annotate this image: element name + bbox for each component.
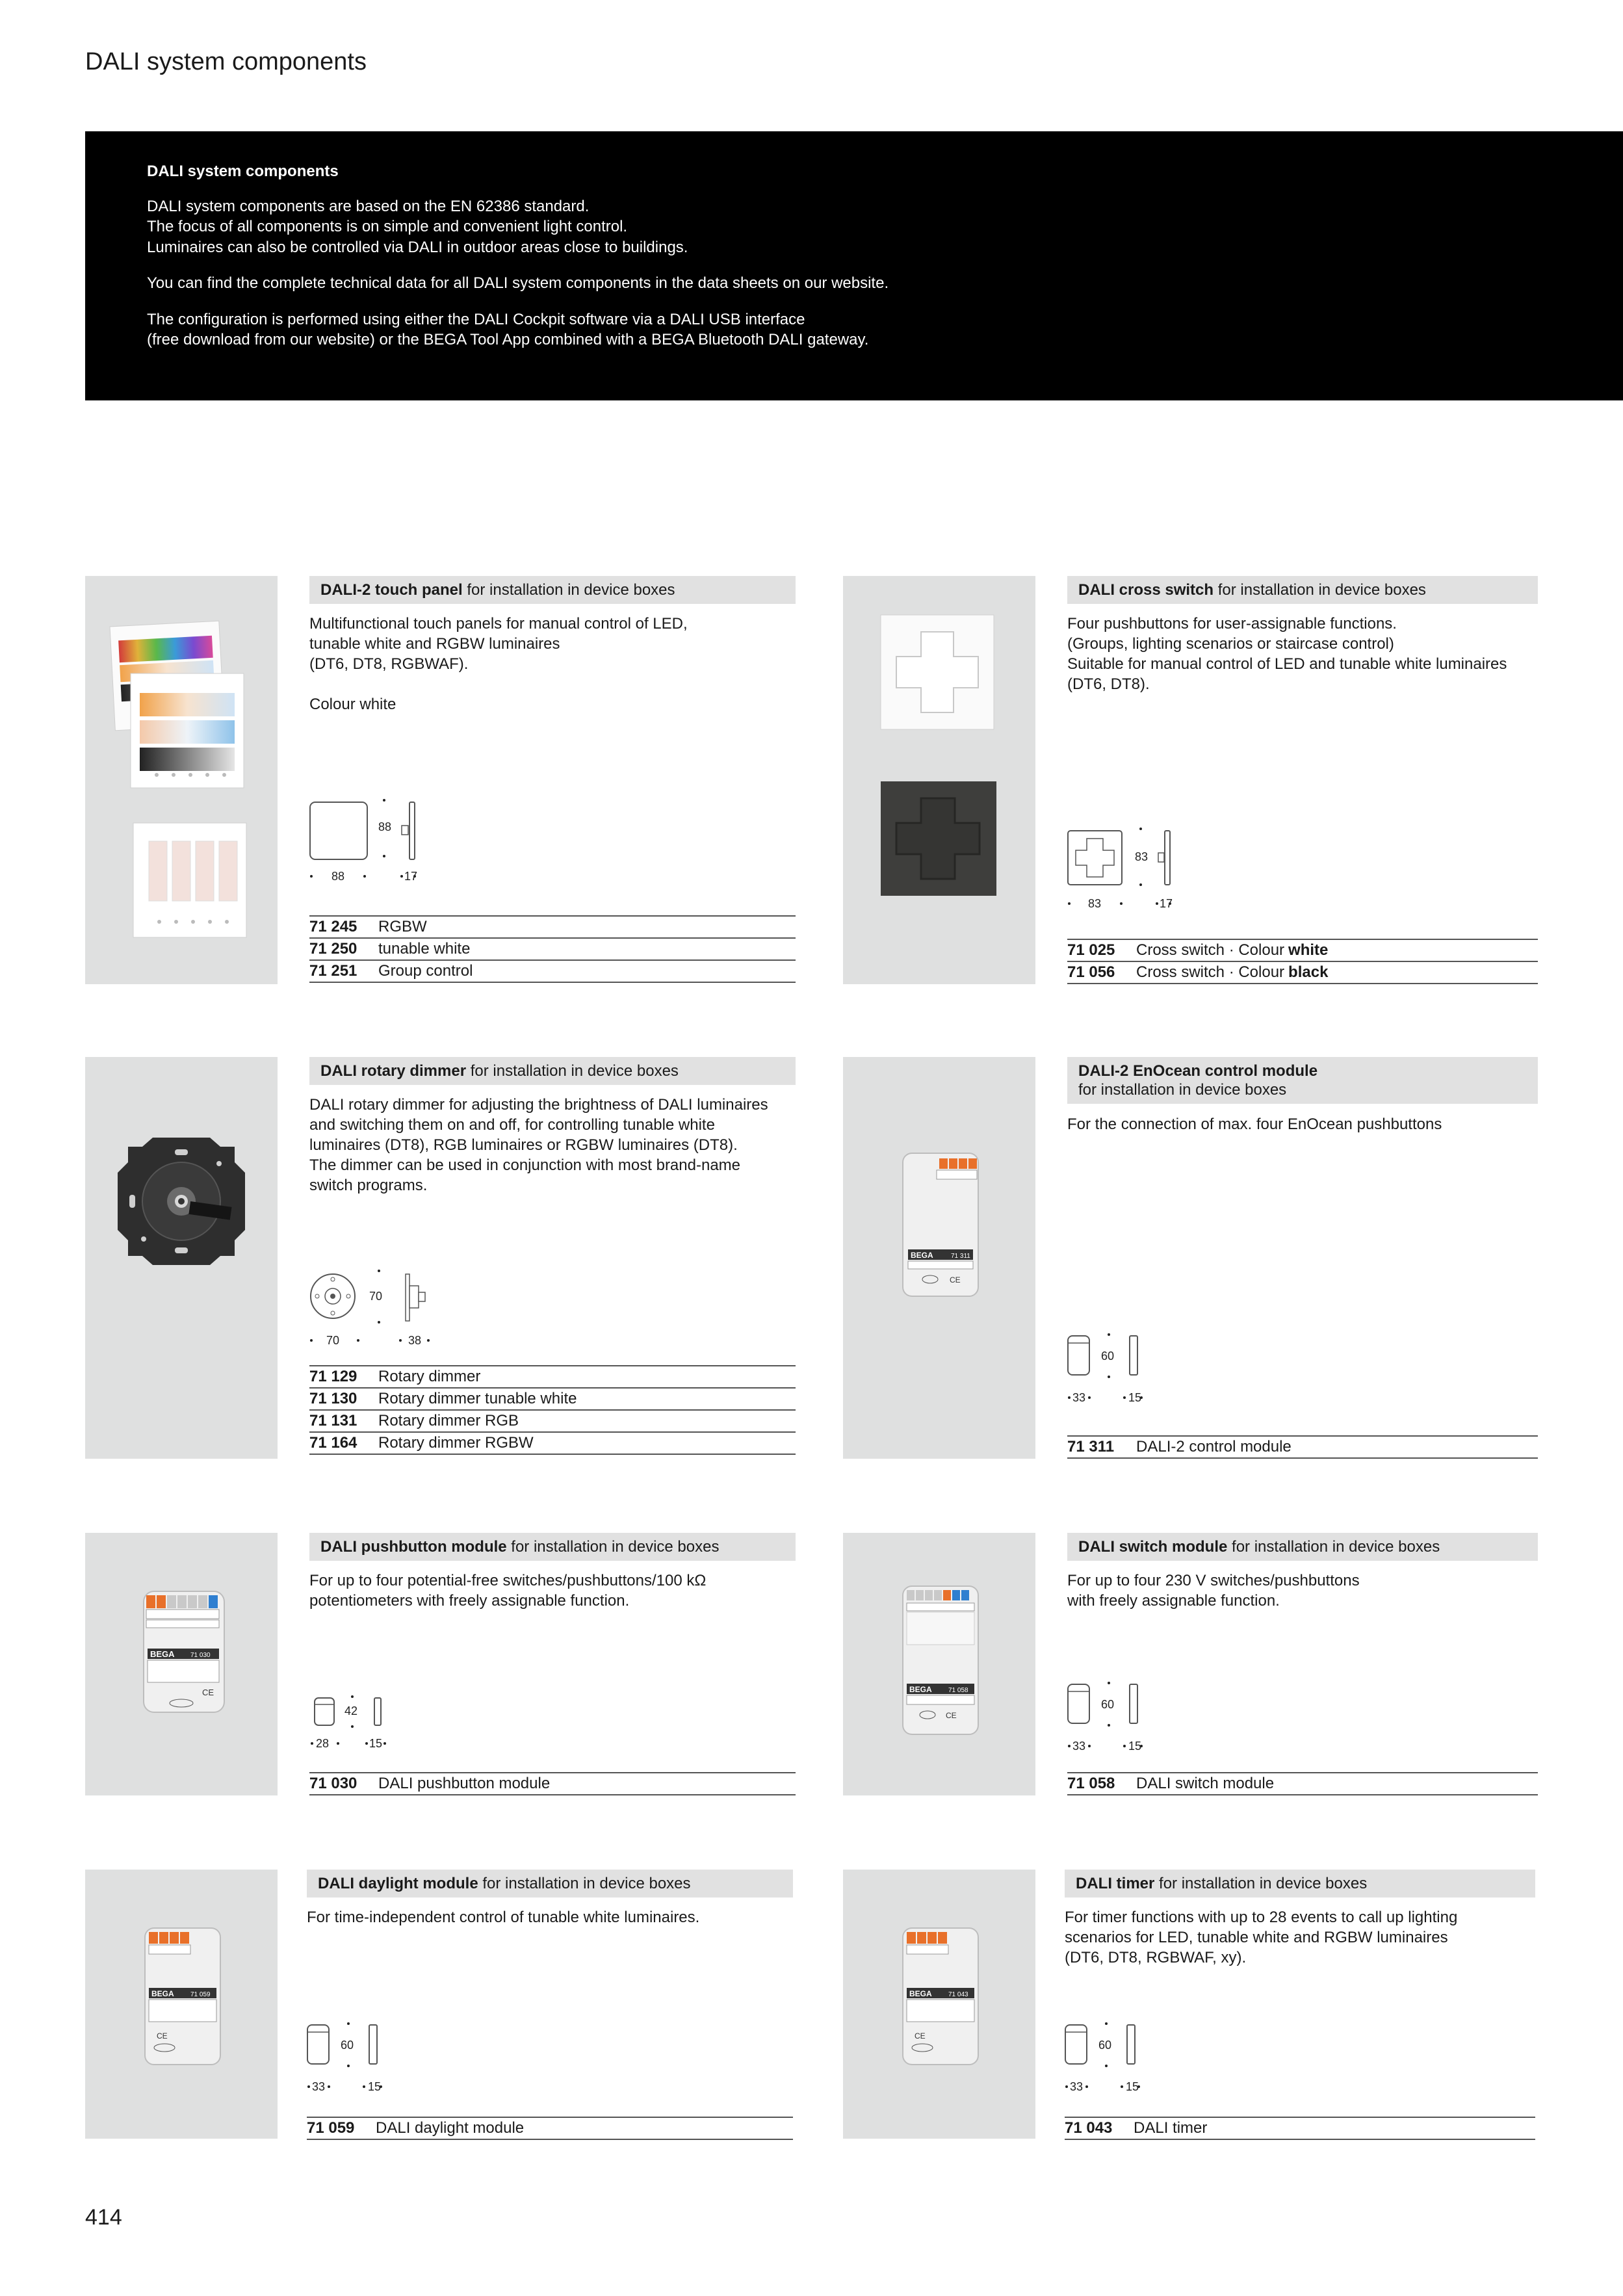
cross-switch-title: DALI cross switch for installation in device boxes [1067, 576, 1538, 604]
pushbutton-module-dimension-drawing [309, 1693, 504, 1758]
timer-module-image [843, 1870, 1035, 2139]
cross-switch-description: Four pushbuttons for user-assignable functions. (Groups, lighting scenarios or staircase control) Suitable for manual control of LED and tunable white luminaires (DT6, DT8). [1067, 615, 1507, 693]
enocean-dim-depth: 15 [1128, 1391, 1142, 1404]
enocean-code: 71 311 [951, 1253, 970, 1260]
rotary-dimmer-title: DALI rotary dimmer for installation in device boxes [309, 1057, 796, 1085]
pushbutton-module-image [85, 1533, 278, 1795]
switch-module-photo [903, 1586, 978, 1734]
switch-module-variant-list [1067, 1772, 1538, 1795]
cross-switch-black-image [881, 781, 996, 896]
enocean-module-dimension-drawing [1067, 1333, 1262, 1411]
daylight-dim-height: 60 [341, 2039, 354, 2052]
timer-dim-height: 60 [1098, 2039, 1112, 2052]
switch-code: 71 058 [948, 1687, 968, 1694]
pushbutton-module-variant-list [309, 1772, 796, 1795]
cross-switch-image [843, 576, 1035, 984]
switch-module-dimension-drawing [1067, 1681, 1262, 1759]
timer-dim-depth: 15 [1126, 2080, 1139, 2093]
rotary-dimmer-dim-width: 70 [326, 1334, 340, 1347]
switch-module-title: DALI switch module for installation in device boxes [1067, 1533, 1538, 1561]
table-row: 71 056 Cross switch · Colour black [1067, 962, 1538, 984]
daylight-ce: CE [157, 2031, 168, 2041]
pushbutton-module-description: For up to four potential-free switches/pushbuttons/100 kΩ potentiometers with freely assignable function. [309, 1572, 707, 1610]
switch-dim-height: 60 [1101, 1698, 1115, 1711]
enocean-module-photo [903, 1153, 978, 1296]
pushbutton-dim-depth: 15 [369, 1737, 383, 1750]
table-row: 71 164 Rotary dimmer RGBW [309, 1433, 796, 1455]
enocean-brand: BEGA [911, 1251, 933, 1260]
cross-switch-variant-list [1067, 939, 1538, 984]
switch-module-description: For up to four 230 V switches/pushbuttons with freely assignable function. [1067, 1572, 1360, 1610]
cross-switch-dim-height: 83 [1135, 850, 1149, 863]
cross-switch-dim-width: 83 [1088, 897, 1102, 910]
table-row: 71 059 DALI daylight module [307, 2118, 793, 2140]
timer-code: 71 043 [948, 1991, 968, 1998]
pushbutton-module-photo [144, 1591, 224, 1712]
page-title: DALI system components [85, 48, 367, 75]
timer-ce: CE [915, 2031, 926, 2041]
table-row: 71 130 Rotary dimmer tunable white [309, 1389, 796, 1411]
rotary-dimmer-photo [118, 1138, 245, 1265]
switch-ce: CE [946, 1711, 957, 1720]
timer-dim-width: 33 [1070, 2080, 1084, 2093]
enocean-ce: CE [950, 1275, 961, 1285]
daylight-module-photo [145, 1928, 220, 2065]
touch-panel-image [85, 576, 278, 984]
cross-switch-white-image [881, 615, 994, 729]
daylight-code: 71 059 [190, 1991, 211, 1998]
touch-panel-dimension-drawing [309, 796, 504, 887]
table-row: 71 250 tunable white [309, 939, 796, 961]
touch-panel-dim-height: 88 [378, 820, 392, 833]
touch-panel-description: Multifunctional touch panels for manual control of LED, tunable white and RGBW luminaires (DT6, DT8, RGBWAF). Colour white [309, 615, 688, 713]
timer-module-description: For timer functions with up to 28 events to call up lighting scenarios for LED, tunable white and RGBW luminaires (DT6, DT8, RGBWAF, xy). [1065, 1909, 1458, 1966]
table-row: 71 043 DALI timer [1065, 2118, 1535, 2140]
touch-panel-front-image [131, 673, 244, 788]
daylight-module-variant-list [307, 2117, 793, 2140]
switch-brand: BEGA [909, 1685, 932, 1694]
enocean-module-image [843, 1057, 1035, 1459]
switch-dim-depth: 15 [1128, 1740, 1142, 1753]
enocean-dim-width: 33 [1072, 1391, 1086, 1404]
table-row: 71 245 RGBW [309, 917, 796, 939]
cross-switch-dim-depth: 17 [1160, 897, 1173, 910]
timer-module-dimension-drawing [1065, 2022, 1260, 2100]
enocean-module-description: For the connection of max. four EnOcean pushbuttons [1067, 1115, 1442, 1133]
table-row: 71 030 DALI pushbutton module [309, 1773, 796, 1795]
touch-panel-group-image [133, 823, 246, 937]
timer-brand: BEGA [909, 1989, 932, 1998]
switch-module-image [843, 1533, 1035, 1795]
switch-dim-width: 33 [1072, 1740, 1086, 1753]
daylight-module-dimension-drawing [307, 2022, 502, 2100]
rotary-dimmer-description: DALI rotary dimmer for adjusting the brightness of DALI luminaires and switching them on and off, for controlling tunable white luminaires (DT8), RGB luminaires or RGBW luminaires (DT8). The dimmer can be used in conjunction with most brand-name switch programs. [309, 1096, 768, 1194]
rotary-dimmer-image [85, 1057, 278, 1459]
enocean-module-title: DALI-2 EnOcean control module for installation in device boxes [1067, 1057, 1538, 1104]
cross-switch-dimension-drawing [1067, 824, 1262, 915]
rotary-dimmer-dim-depth: 38 [408, 1334, 422, 1347]
table-row: 71 251 Group control [309, 961, 796, 983]
rotary-dimmer-dim-height: 70 [369, 1290, 383, 1303]
rotary-dimmer-dimension-drawing [309, 1266, 504, 1357]
daylight-module-title: DALI daylight module for installation in device boxes [307, 1870, 793, 1898]
table-row: 71 129 Rotary dimmer [309, 1366, 796, 1389]
daylight-dim-depth: 15 [368, 2080, 382, 2093]
touch-panel-title: DALI-2 touch panel for installation in device boxes [309, 576, 796, 604]
daylight-dim-width: 33 [312, 2080, 326, 2093]
intro-paragraph-3: The configuration is performed using either the DALI Cockpit software via a DALI USB interface (free download from our website) or the BEGA Tool App combined with a BEGA Bluetooth DALI gateway. [147, 310, 869, 348]
daylight-module-image [85, 1870, 278, 2139]
timer-module-title: DALI timer for installation in device boxes [1065, 1870, 1535, 1898]
page-number: 414 [85, 2205, 122, 2230]
table-row: 71 311 DALI-2 control module [1067, 1437, 1538, 1459]
table-row: 71 058 DALI switch module [1067, 1773, 1538, 1795]
daylight-module-description: For time-independent control of tunable white luminaires. [307, 1909, 700, 1926]
intro-paragraph-1: DALI system components are based on the EN 62386 standard. The focus of all components is on simple and convenient light control. Luminaires can also be controlled via DALI in outdoor areas close to buildings. [147, 197, 688, 256]
touch-panel-variant-list [309, 915, 796, 983]
rotary-dimmer-variant-list [309, 1365, 796, 1455]
enocean-dim-height: 60 [1101, 1350, 1115, 1363]
pushbutton-dim-height: 42 [344, 1704, 358, 1717]
pushbutton-code: 71 030 [190, 1652, 211, 1659]
pushbutton-module-title: DALI pushbutton module for installation in device boxes [309, 1533, 796, 1561]
timer-module-photo [903, 1928, 978, 2065]
intro-box [85, 131, 1623, 400]
table-row: 71 131 Rotary dimmer RGB [309, 1411, 796, 1433]
intro-heading: DALI system components [147, 163, 339, 180]
enocean-module-variant-list [1067, 1435, 1538, 1459]
pushbutton-dim-width: 28 [316, 1737, 330, 1750]
touch-panel-dim-width: 88 [331, 870, 345, 883]
daylight-brand: BEGA [151, 1989, 174, 1998]
pushbutton-brand: BEGA [150, 1649, 175, 1659]
timer-module-variant-list [1065, 2117, 1535, 2140]
intro-paragraph-2: You can find the complete technical data for all DALI system components in the data sheets on our website. [147, 274, 889, 292]
table-row: 71 025 Cross switch · Colour white [1067, 940, 1538, 962]
pushbutton-ce: CE [202, 1688, 214, 1697]
touch-panel-dim-depth: 17 [404, 870, 418, 883]
